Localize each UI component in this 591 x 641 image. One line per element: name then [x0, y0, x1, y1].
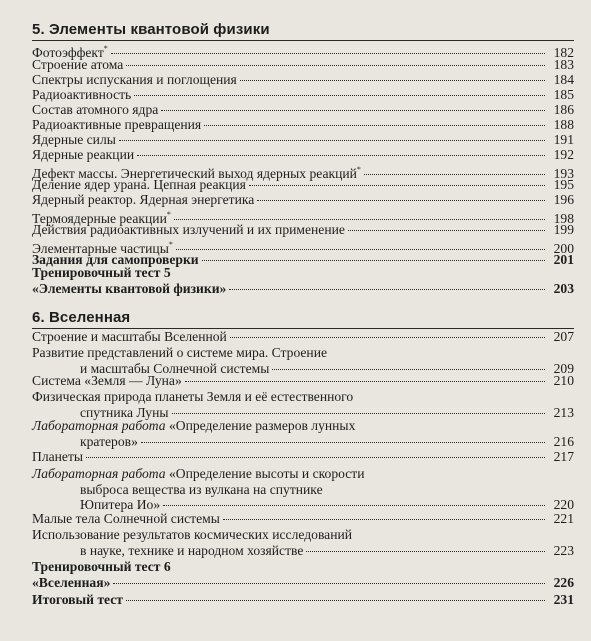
toc-entry-line [32, 222, 574, 238]
toc-entry-text: Планеты [32, 449, 84, 464]
toc-entry-title [32, 72, 237, 88]
toc-entry[interactable] [32, 389, 574, 420]
toc-entry-text: Дефект массы. Энергетический выход ядерных реакций [32, 166, 357, 181]
page-number: 223 [553, 542, 574, 558]
asterisk-mark: * [166, 210, 171, 219]
toc-entry-title [80, 482, 323, 498]
leader-dots [364, 173, 545, 175]
leader-dots [172, 412, 545, 414]
toc-entry-text: Спектры испускания и поглощения [32, 72, 237, 87]
leader-dots [185, 380, 545, 382]
leader-dots [86, 456, 545, 458]
leader-dots [111, 52, 545, 54]
toc-entry-text: Термоядерные реакции [32, 211, 167, 226]
toc-entry-line [32, 87, 574, 103]
page-number: 221 [553, 511, 574, 526]
asterisk-mark: * [356, 165, 361, 174]
toc-entry[interactable] [32, 511, 574, 527]
page-number: 188 [553, 117, 574, 132]
toc-entry-line [32, 147, 574, 163]
leader-dots [141, 441, 545, 443]
toc-entry-title [32, 389, 353, 405]
asterisk-mark: * [168, 240, 173, 249]
page-number: 226 [553, 574, 574, 590]
toc-entry[interactable] [32, 466, 574, 513]
toc-entry-title [32, 418, 355, 434]
toc-entry-line [32, 527, 574, 543]
leader-dots [249, 184, 545, 186]
leader-dots [306, 550, 545, 552]
toc-entry-text: Физическая природа планеты Земля и её естественного [32, 389, 354, 404]
leader-dots [230, 336, 545, 338]
leader-dots [161, 109, 545, 111]
toc-entry-line [32, 192, 574, 208]
leader-dots [223, 518, 545, 520]
leader-dots [113, 582, 545, 584]
toc-entry[interactable] [32, 57, 574, 73]
toc-entry-title [32, 449, 83, 465]
toc-entry-text: Малые тела Солнечной системы [32, 511, 220, 526]
toc-entry[interactable] [32, 132, 574, 148]
page-number: 200 [553, 241, 574, 256]
training-test-5-line1: Тренировочный тест 5 [32, 265, 171, 280]
final-test[interactable] [32, 592, 574, 608]
leader-dots [229, 288, 545, 290]
toc-entry[interactable] [32, 373, 574, 389]
toc-entry-title [32, 373, 182, 389]
toc-entry-title [32, 329, 227, 345]
toc-entry-line [32, 449, 574, 465]
toc-entry-line [32, 177, 574, 193]
page-number: 198 [553, 211, 574, 226]
leader-dots [272, 368, 545, 370]
leader-dots [163, 504, 545, 506]
leader-dots [202, 259, 545, 261]
toc-entry-line [32, 117, 574, 133]
toc-entry-line [32, 329, 574, 345]
toc-entry-text: Ядерные силы [32, 132, 116, 147]
leader-dots [174, 218, 545, 220]
page-number: 210 [553, 373, 574, 388]
toc-entry[interactable] [32, 418, 574, 449]
page-number: 203 [553, 280, 574, 296]
toc-entry-line [32, 72, 574, 88]
toc-entry-line [32, 434, 574, 450]
toc-entry[interactable] [32, 102, 574, 118]
page-number: 192 [553, 147, 574, 162]
toc-entry[interactable] [32, 345, 574, 376]
leader-dots [176, 248, 545, 250]
leader-dots [126, 64, 545, 66]
section-5-title: 5. Элементы квантовой физики [32, 21, 270, 38]
toc-entry-text: Фотоэффект [32, 45, 104, 60]
page-number: 185 [553, 87, 574, 102]
toc-entry-title [32, 87, 131, 103]
toc-entry-text: Развитие представлений о системе мира. Строение [32, 345, 328, 360]
toc-entry-text: Юпитера Ио» [80, 497, 161, 512]
training-test-5-line2: «Элементы квантовой физики» [32, 280, 227, 296]
toc-entry[interactable] [32, 177, 574, 193]
page-number: 216 [553, 433, 574, 449]
toc-entry-line [32, 57, 574, 73]
toc-entry-title [32, 132, 116, 148]
page-number: 201 [553, 252, 574, 267]
toc-entry-line [32, 543, 574, 559]
toc-entry-text: Система «Земля — Луна» [32, 373, 182, 388]
toc-entry-line [32, 511, 574, 527]
toc-entry-title [32, 345, 327, 361]
leader-dots [257, 199, 545, 201]
toc-entry[interactable] [32, 147, 574, 163]
toc-entry-title [32, 147, 134, 163]
training-test-6-line2: «Вселенная» [32, 574, 111, 590]
page-number: 184 [553, 72, 574, 87]
toc-entry[interactable] [32, 87, 574, 103]
leader-dots [126, 599, 545, 601]
toc-entry-title [32, 466, 365, 482]
toc-entry-text: в науке, технике и народном хозяйстве [80, 542, 304, 558]
toc-entry-title [32, 527, 352, 543]
toc-entry-text: спутника Луны [80, 404, 169, 420]
toc-entry[interactable] [32, 329, 574, 345]
page-number: 207 [553, 329, 574, 344]
page-number: 186 [553, 102, 574, 117]
page-number: 195 [553, 177, 574, 192]
toc-entry-text: Действия радиоактивных излучений и их применение [32, 222, 345, 237]
page-number: 231 [553, 592, 574, 607]
leader-dots [240, 79, 545, 81]
toc-entry-text: Радиоактивность [32, 87, 132, 102]
training-test-6[interactable] [32, 559, 574, 590]
leader-dots [204, 124, 545, 126]
toc-entry-title [32, 102, 158, 118]
toc-entry-text: Ядерные реакции [32, 147, 135, 162]
toc-entry-line [32, 345, 574, 361]
page-number: 193 [553, 166, 574, 181]
toc-entry[interactable] [32, 72, 574, 88]
toc-entry-line [32, 466, 574, 482]
toc-entry-line [32, 132, 574, 148]
toc-entry-text: Использование результатов космических исследований [32, 527, 353, 542]
toc-entry-line [32, 102, 574, 118]
toc-entry-title [32, 57, 123, 73]
training-test-5[interactable] [32, 265, 574, 296]
toc-entry[interactable] [32, 117, 574, 133]
toc-entry-title [32, 117, 201, 133]
training-test-6-line1: Тренировочный тест 6 [32, 559, 171, 574]
toc-entry-text: Состав атомного ядра [32, 102, 159, 117]
toc-entry-title [32, 192, 254, 208]
page-number: 220 [553, 497, 574, 512]
page-number: 191 [553, 132, 574, 147]
toc-entry-title [80, 543, 303, 559]
toc-entry[interactable] [32, 222, 574, 238]
toc-entry-title [32, 177, 246, 193]
lab-work-label: Лабораторная работа [32, 466, 166, 481]
leader-dots [137, 154, 545, 156]
toc-entry-text: Задания для самопроверки [32, 252, 199, 267]
toc-entry-line [32, 482, 574, 498]
leader-dots [348, 229, 545, 231]
toc-entry-text: кратеров» [80, 433, 138, 449]
leader-dots [134, 94, 545, 96]
toc-entry-text: Строение и масштабы Вселенной [32, 329, 227, 344]
toc-entry-text: Радиоактивные превращения [32, 117, 202, 132]
asterisk-mark: * [103, 44, 108, 53]
final-test-label: Итоговый тест [32, 592, 123, 607]
toc-entry-line [32, 389, 574, 405]
leader-dots [119, 139, 545, 141]
toc-entry-text: «Определение размеров лунных [165, 418, 356, 433]
section-6-title: 6. Вселенная [32, 309, 131, 326]
page-number: 196 [553, 192, 574, 207]
page-number: 209 [553, 360, 574, 376]
toc-entry[interactable] [32, 192, 574, 208]
toc-entry-text: «Определение высоты и скорости [165, 466, 365, 481]
toc-entry[interactable] [32, 449, 574, 465]
toc-entry-text: Элементарные частицы [32, 241, 169, 256]
toc-entry-text: Строение атома [32, 57, 124, 72]
page-number: 217 [553, 449, 574, 464]
lab-work-label: Лабораторная работа [32, 418, 166, 433]
toc-entry-title [32, 222, 345, 238]
toc-entry-line [32, 373, 574, 389]
toc-entry-title [32, 511, 220, 527]
page-number: 183 [553, 57, 574, 72]
toc-entry[interactable] [32, 527, 574, 558]
toc-entry-line [32, 418, 574, 434]
page-number: 199 [553, 222, 574, 237]
page-number: 182 [553, 45, 574, 60]
toc-entry-text: выброса вещества из вулкана на спутнике [80, 481, 323, 497]
toc-entry-text: Деление ядер урана. Цепная реакция [32, 177, 246, 192]
toc-entry-title [80, 434, 138, 450]
toc-entry-text: и масштабы Солнечной системы [80, 360, 270, 376]
page-number: 213 [553, 404, 574, 420]
toc-entry-text: Ядерный реактор. Ядерная энергетика [32, 192, 255, 207]
